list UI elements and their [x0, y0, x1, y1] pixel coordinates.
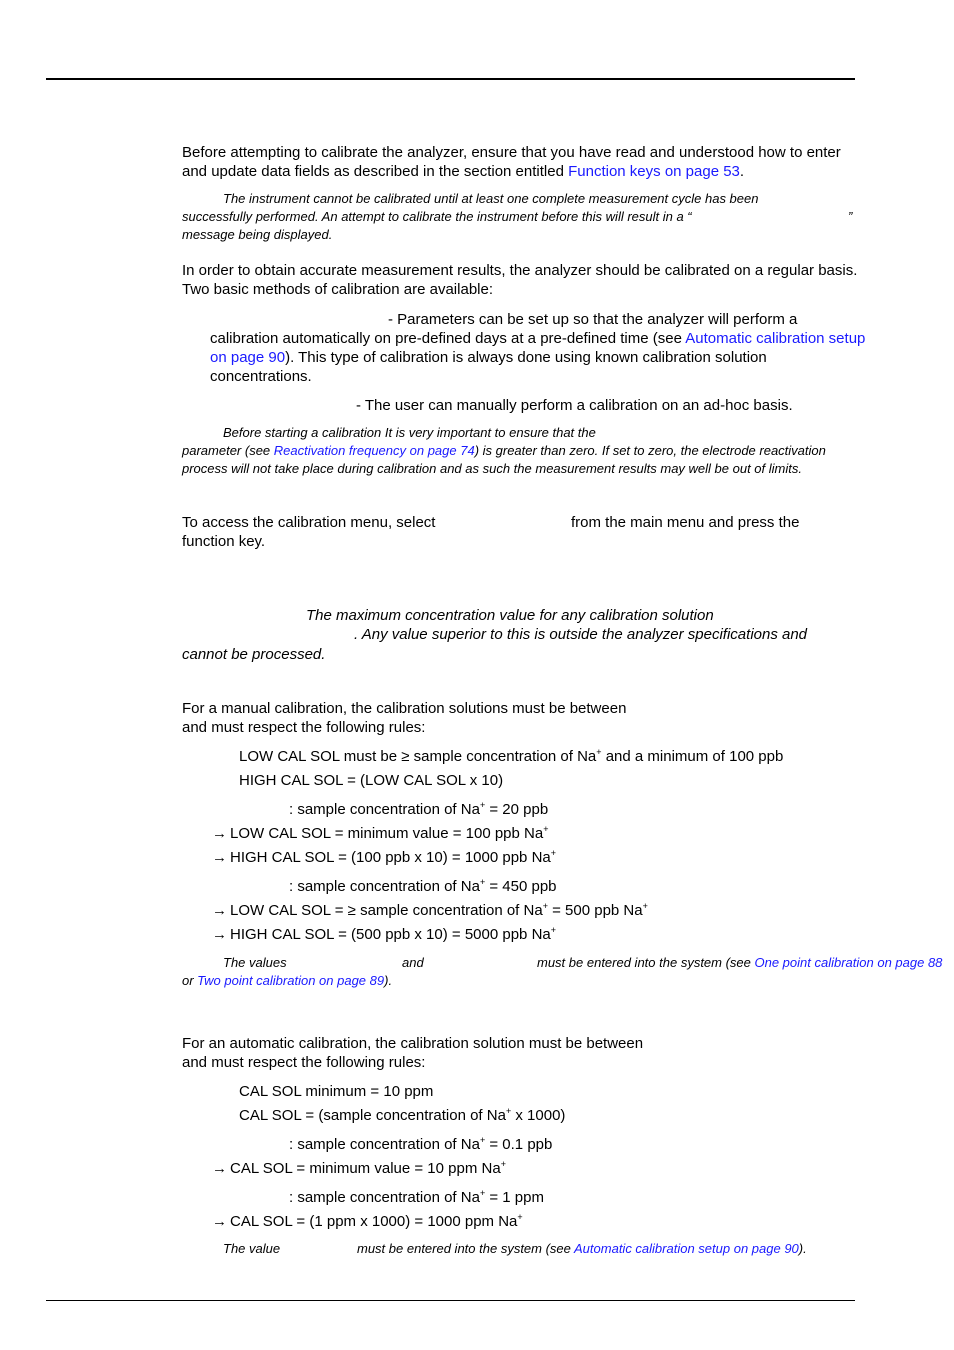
- two-point-calibration-link[interactable]: Two point calibration on page 89: [197, 973, 385, 988]
- max-note-line1: The maximum concentration value for any calibration solution: [306, 607, 714, 624]
- manual-intro-1: For a manual calibration, the calibration solutions must be between: [182, 700, 627, 717]
- intro-paragraph: [182, 143, 854, 181]
- arrow-right-icon: →: [212, 902, 227, 919]
- manual-rule-1: LOW CAL SOL must be ≥ sample concentration of Na+ and a minimum of 100 ppb: [239, 747, 784, 765]
- footer-rule: [46, 1300, 855, 1301]
- max-note-line2: . Any value superior to this is outside the analyzer specifications and: [354, 626, 808, 643]
- auto-note-a: The value: [223, 1241, 281, 1256]
- manual-example1-low: → LOW CAL SOL = minimum value = 100 ppb Na+: [212, 824, 549, 842]
- arrow-right-icon: →: [212, 926, 227, 943]
- method-auto-line1: - Parameters can be set up so that the analyzer will perform a: [388, 311, 798, 328]
- one-point-calibration-link-part[interactable]: One point calibration on page 88: [754, 955, 943, 970]
- arrow-right-icon: →: [212, 825, 227, 842]
- manual-example1-high: → HIGH CAL SOL = (100 ppb x 10) = 1000 ppb Na+: [212, 848, 557, 866]
- note2-paragraph: [182, 442, 868, 477]
- manual-example1-header: : sample concentration of Na+ = 20 ppb: [289, 800, 549, 818]
- manual-note-c: or Two point calibration on page 89).: [182, 973, 393, 988]
- max-note-line3: cannot be processed.: [182, 646, 326, 663]
- manual-intro-2: and must respect the following rules:: [182, 719, 426, 736]
- auto-rule-1: CAL SOL minimum = 10 ppm: [239, 1083, 434, 1100]
- note1-line1: The instrument cannot be calibrated until at least one complete measurement cycle has been: [223, 191, 759, 206]
- intro-text: Before attempting to calibrate the analyzer, ensure that you have read and understood how to enter and update data fields as described in the section entitled: [182, 144, 841, 180]
- method-auto-text: calibration automatically on pre-defined days at a pre-defined time (see: [210, 330, 686, 347]
- automatic-calibration-setup-link-2[interactable]: Automatic calibration setup on page 90: [574, 1241, 799, 1256]
- note2-text-end: ) is greater than zero. If set to zero, the electrode reactivation process will not take place during calibration and as such the measurement results may well be out of limits.: [182, 443, 826, 476]
- method-auto-paragraph: [210, 329, 866, 386]
- auto-intro-1: For an automatic calibration, the calibration solution must be between: [182, 1035, 644, 1052]
- header-rule: [46, 78, 855, 80]
- access-text-b: from the main menu and press the: [571, 514, 800, 531]
- access-text-a: To access the calibration menu, select: [182, 514, 436, 531]
- auto-intro-2: and must respect the following rules:: [182, 1054, 426, 1071]
- arrow-right-icon: →: [212, 849, 227, 866]
- method-manual: - The user can manually perform a calibration on an ad-hoc basis.: [356, 397, 793, 414]
- manual-rule-2: HIGH CAL SOL = (LOW CAL SOL x 10): [239, 772, 504, 789]
- manual-note-a: The values: [223, 955, 287, 970]
- methods-intro: In order to obtain accurate measurement results, the analyzer should be calibrated on a regular basis. Two basic methods of calibration are available:: [182, 262, 858, 298]
- manual-example2-high: → HIGH CAL SOL = (500 ppb x 10) = 5000 ppb Na+: [212, 925, 557, 943]
- manual-note-b: must be entered into the system (see One point calibration on page 88: [537, 955, 943, 970]
- note1-line2: successfully performed. An attempt to calibrate the instrument before this will result in a “: [182, 209, 692, 224]
- auto-example2-result: → CAL SOL = (1 ppm x 1000) = 1000 ppm Na+: [212, 1212, 523, 1230]
- auto-example2-header: : sample concentration of Na+ = 1 ppm: [289, 1188, 544, 1206]
- method-auto-text-end: ). This type of calibration is always done using known calibration solution concentrations.: [210, 349, 767, 385]
- auto-rule-2: CAL SOL = (sample concentration of Na+ x 1000): [239, 1106, 566, 1124]
- reactivation-frequency-link[interactable]: Reactivation frequency on page 74: [273, 443, 475, 458]
- note1-closing-quote: ”: [848, 209, 853, 224]
- manual-note-and: and: [402, 955, 424, 970]
- access-text-c: function key.: [182, 533, 266, 550]
- function-keys-link[interactable]: Function keys on page 53: [568, 163, 740, 180]
- note1-line3: message being displayed.: [182, 227, 333, 242]
- note2-line1: Before starting a calibration It is very important to ensure that the: [223, 425, 596, 440]
- manual-example2-header: : sample concentration of Na+ = 450 ppb: [289, 877, 557, 895]
- automatic-calibration-setup-link[interactable]: Automatic calibration setup on page 90: [210, 330, 866, 366]
- arrow-right-icon: →: [212, 1160, 227, 1177]
- note2-text: parameter (see: [182, 443, 274, 458]
- auto-example1-header: : sample concentration of Na+ = 0.1 ppb: [289, 1135, 553, 1153]
- arrow-right-icon: →: [212, 1213, 227, 1230]
- intro-end: .: [739, 163, 745, 180]
- auto-note-b: must be entered into the system (see Automatic calibration setup on page 90).: [357, 1241, 807, 1256]
- manual-example2-low: → LOW CAL SOL = ≥ sample concentration of Na+ = 500 ppb Na+: [212, 901, 648, 919]
- auto-example1-result: → CAL SOL = minimum value = 10 ppm Na+: [212, 1159, 506, 1177]
